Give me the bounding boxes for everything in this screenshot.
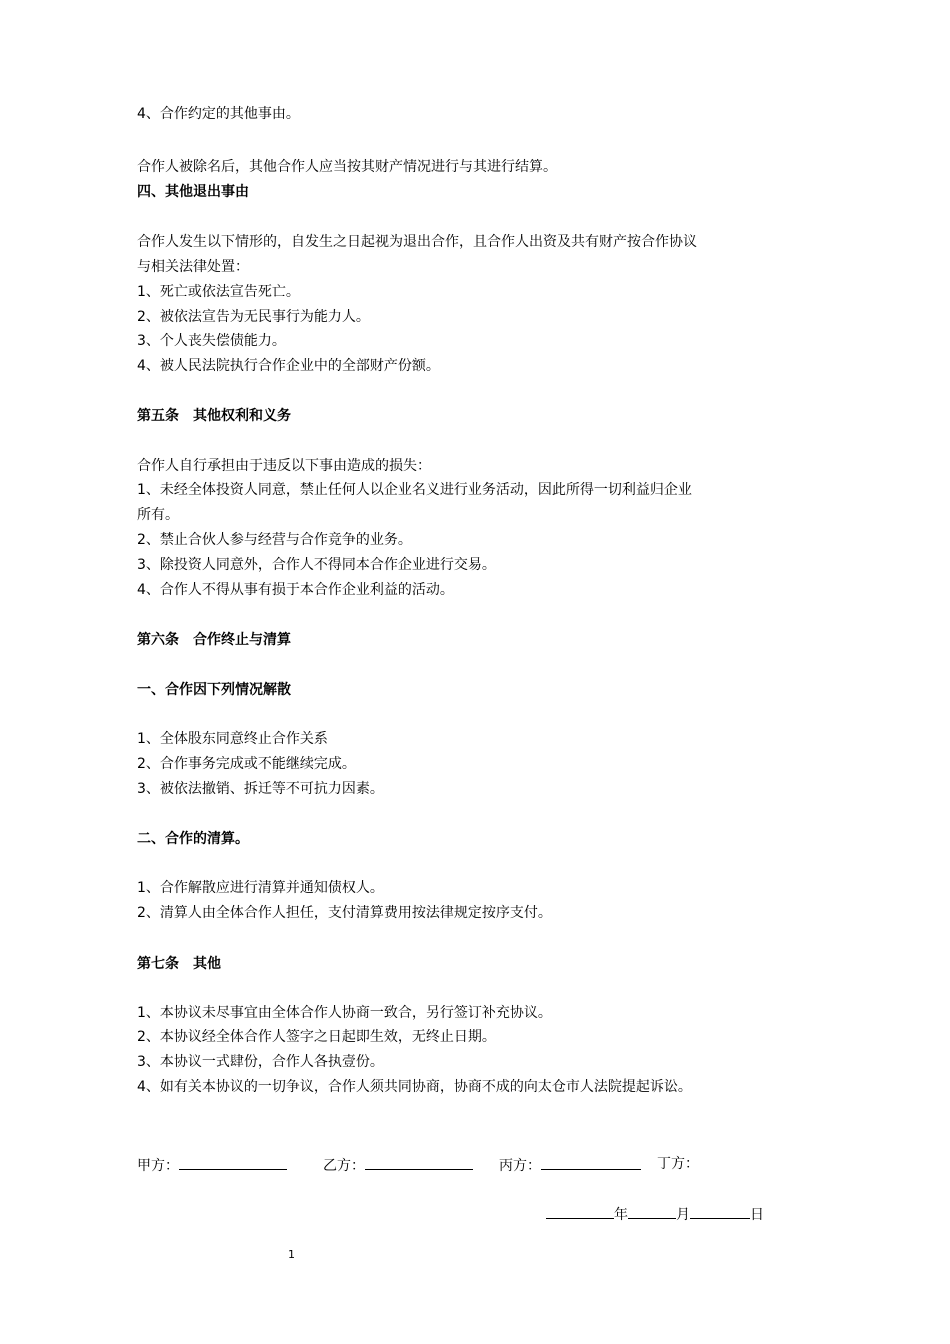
section-heading: 二、合作的清算。 <box>137 831 249 847</box>
text-line: 合作人自行承担由于违反以下事由造成的损失： <box>137 458 431 474</box>
signature-date <box>546 1203 764 1225</box>
party-a-label: 甲方： <box>137 1158 179 1174</box>
signature-party-c <box>499 1154 641 1176</box>
party-c-blank <box>541 1154 641 1170</box>
day-label: 日 <box>750 1207 764 1223</box>
list-item: 2、清算人由全体合作人担任，支付清算费用按法律规定按序支付。 <box>137 905 552 921</box>
list-item: 3、个人丧失偿债能力。 <box>137 333 286 349</box>
list-item: 4、合作人不得从事有损于本合作企业利益的活动。 <box>137 582 454 598</box>
party-b-blank <box>365 1154 473 1170</box>
list-item: 2、本协议经全体合作人签字之日起即生效，无终止日期。 <box>137 1029 496 1045</box>
list-item: 3、本协议一式肆份，合作人各执壹份。 <box>137 1054 384 1070</box>
list-item: 1、全体股东同意终止合作关系 <box>137 731 328 747</box>
list-item: 1、合作解散应进行清算并通知债权人。 <box>137 880 384 896</box>
article-heading: 第七条 其他 <box>137 956 221 972</box>
list-item: 3、被依法撤销、拆迁等不可抗力因素。 <box>137 781 384 797</box>
text-line: 合作人发生以下情形的，自发生之日起视为退出合作，且合作人出资及共有财产按合作协议 <box>137 234 697 250</box>
signature-party-b <box>323 1154 473 1176</box>
year-blank <box>546 1203 614 1219</box>
list-item: 4、如有关本协议的一切争议，合作人须共同协商，协商不成的向太仓市人法院提起诉讼。 <box>137 1079 692 1095</box>
month-blank <box>628 1203 676 1219</box>
list-item: 3、除投资人同意外，合作人不得同本合作企业进行交易。 <box>137 557 496 573</box>
list-item: 1、死亡或依法宣告死亡。 <box>137 284 300 300</box>
page-number: 1 <box>288 1248 295 1261</box>
month-label: 月 <box>676 1207 690 1223</box>
party-a-blank <box>179 1154 287 1170</box>
text-line: 4、合作约定的其他事由。 <box>137 106 300 122</box>
list-item: 1、未经全体投资人同意，禁止任何人以企业名义进行业务活动，因此所得一切利益归企业 <box>137 482 692 498</box>
day-blank <box>690 1203 750 1219</box>
article-heading: 第五条 其他权利和义务 <box>137 408 291 424</box>
text-line: 所有。 <box>137 507 179 523</box>
list-item: 2、禁止合伙人参与经营与合作竞争的业务。 <box>137 532 412 548</box>
party-c-label: 丙方： <box>499 1158 541 1174</box>
list-item: 2、被依法宣告为无民事行为能力人。 <box>137 309 370 325</box>
section-heading: 一、合作因下列情况解散 <box>137 682 291 698</box>
signature-party-a <box>137 1154 287 1176</box>
list-item: 4、被人民法院执行合作企业中的全部财产份额。 <box>137 358 440 374</box>
text-line: 与相关法律处置： <box>137 259 249 275</box>
section-heading: 四、其他退出事由 <box>137 184 249 200</box>
party-b-label: 乙方： <box>323 1158 365 1174</box>
party-d-label: 丁方： <box>657 1156 699 1172</box>
list-item: 2、合作事务完成或不能继续完成。 <box>137 756 356 772</box>
year-label: 年 <box>614 1207 628 1223</box>
signature-party-d <box>657 1154 699 1174</box>
article-heading: 第六条 合作终止与清算 <box>137 632 291 648</box>
list-item: 1、本协议未尽事宜由全体合作人协商一致合，另行签订补充协议。 <box>137 1005 552 1021</box>
text-line: 合作人被除名后，其他合作人应当按其财产情况进行与其进行结算。 <box>137 159 557 175</box>
